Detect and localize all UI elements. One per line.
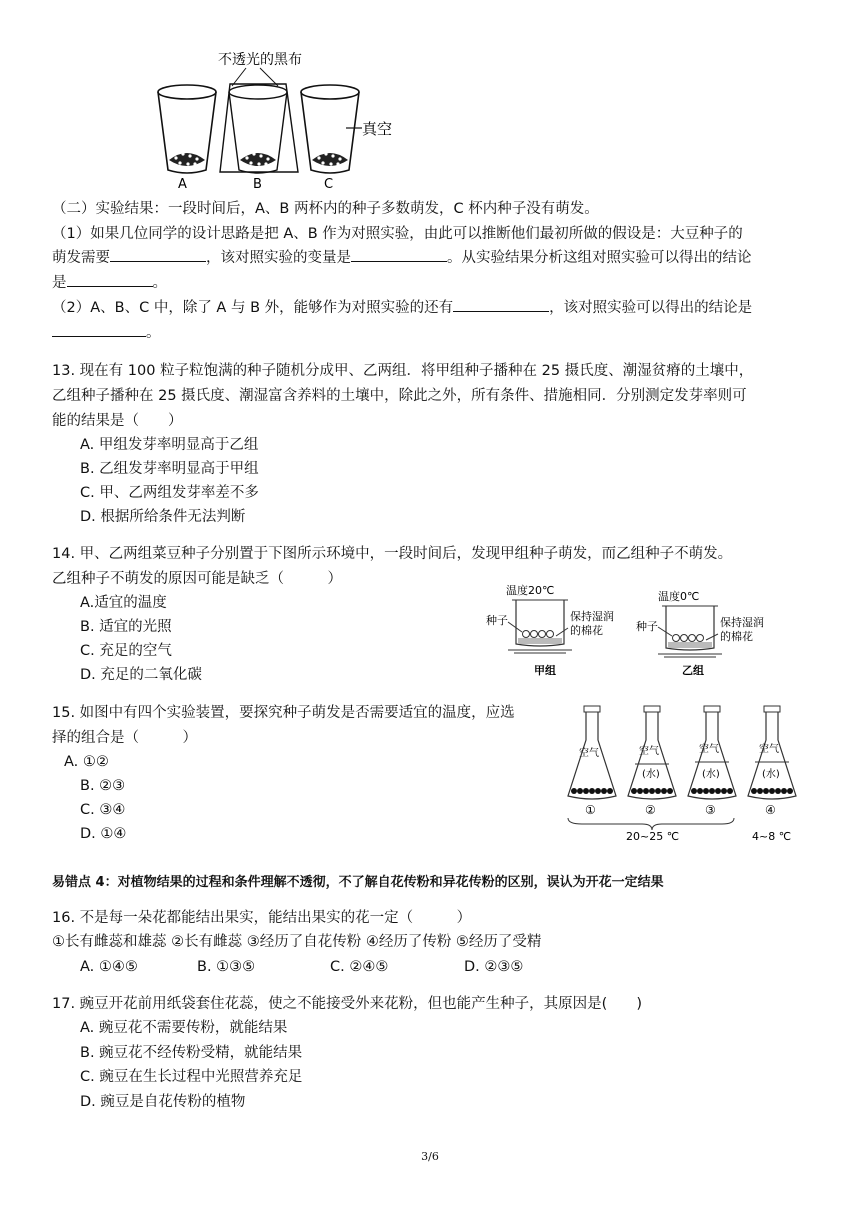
flask-num-4: ④ (765, 803, 776, 817)
q1-line-b: 萌发需要 ，该对照实验的变量是 。从实验结果分析这组对照实验可以得出的结论 (52, 247, 752, 269)
cotton-label-a2: 的棉花 (570, 624, 603, 637)
q13-option-a[interactable]: A. 甲组发芽率明显高于乙组 (80, 437, 259, 453)
vacuum-label: 真空 (362, 120, 393, 138)
cloth-label: 不透光的黑布 (218, 52, 302, 68)
flask-2 (628, 706, 676, 799)
q1-line-c: 是 。 (52, 272, 167, 294)
svg-text:空气: 空气 (759, 744, 779, 755)
q14-option-d[interactable]: D. 充足的二氧化碳 (80, 667, 202, 683)
group-a-label: 甲组 (534, 664, 556, 677)
temp-b-label: 温度0℃ (658, 590, 700, 603)
page-number: 3/6 (421, 1150, 439, 1163)
temp-a-label: 温度20℃ (506, 584, 555, 597)
svg-text:空气: 空气 (579, 748, 599, 759)
q14-option-a[interactable]: A.适宜的温度 (80, 595, 167, 611)
result-line: （二）实验结果：一段时间后，A、B 两杯内的种子多数萌发，C 杯内种子没有萌发。 (52, 201, 599, 217)
q15-stem-1: 15. 如图中有四个实验装置，要探究种子萌发是否需要适宜的温度，应选 (52, 705, 515, 721)
q17-stem: 17. 豌豆开花前用纸袋套住花蕊，使之不能接受外来花粉，但也能产生种子，其原因是( ) (52, 996, 642, 1012)
answer-blank[interactable] (453, 297, 549, 312)
answer-blank[interactable] (110, 247, 206, 262)
flask-figure (562, 700, 802, 845)
cup-label-b: B (253, 177, 262, 192)
q16-option-b[interactable]: B. ①③⑤ (197, 959, 256, 975)
q2-line-a: （2）A、B、C 中，除了 A 与 B 外，能够作为对照实验的还有 ，该对照实验可以得出的结论是 (52, 297, 752, 319)
q15-option-a[interactable]: A. ①② (64, 754, 109, 770)
q1-line-a: （1）如果几位同学的设计思路是把 A、B 作为对照实验，由此可以推断他们最初所做的假设是：大豆种子的 (52, 226, 743, 242)
q13-stem-1: 13. 现在有 100 粒子粒饱满的种子随机分成甲、乙两组．将甲组种子播种在 25 摄氏度、潮湿贫瘠的土壤中， (52, 363, 754, 379)
flask-4 (748, 706, 796, 799)
q13-option-b[interactable]: B. 乙组发芽率明显高于甲组 (80, 461, 259, 477)
q2-line-b: 。 (52, 322, 161, 344)
beaker-figure (478, 580, 788, 680)
q15-stem-2: 择的组合是（ ） (52, 730, 197, 746)
q17-option-d[interactable]: D. 豌豆是自花传粉的植物 (80, 1094, 246, 1110)
q15-option-c[interactable]: C. ③④ (80, 802, 126, 818)
cotton-label-b1: 保持湿润 (720, 616, 764, 629)
q14-option-c[interactable]: C. 充足的空气 (80, 643, 172, 659)
flask-num-1: ① (585, 803, 596, 817)
q14-option-b[interactable]: B. 适宜的光照 (80, 619, 172, 635)
q16-stem-1: 16. 不是每一朵花都能结出果实，能结出果实的花一定（ ） (52, 910, 472, 926)
temp-range-1: 20~25 ℃ (626, 830, 680, 843)
answer-blank[interactable] (52, 322, 146, 337)
cup-label-c: C (324, 177, 334, 192)
flask-num-2: ② (645, 803, 656, 817)
svg-text:(水): (水) (702, 769, 720, 780)
q13-option-c[interactable]: C. 甲、乙两组发芽率差不多 (80, 485, 259, 501)
flask-3 (688, 706, 736, 799)
cup-label-a: A (178, 177, 187, 192)
group-b-label: 乙组 (682, 664, 704, 677)
q14-stem-1: 14. 甲、乙两组菜豆种子分别置于下图所示环境中，一段时间后，发现甲组种子萌发，而乙组种子不萌发。 (52, 546, 733, 562)
cup-b (220, 84, 298, 173)
svg-text:空气: 空气 (639, 746, 659, 757)
cup-c (301, 85, 359, 173)
q17-option-a[interactable]: A. 豌豆花不需要传粉，就能结果 (80, 1020, 288, 1036)
q14-stem-2: 乙组种子不萌发的原因可能是缺乏（ ） (52, 571, 342, 587)
seed-label-a: 种子 (486, 614, 508, 627)
q17-option-b[interactable]: B. 豌豆花不经传粉受精，就能结果 (80, 1045, 303, 1061)
cotton-label-b2: 的棉花 (720, 630, 753, 643)
svg-text:空气: 空气 (699, 744, 719, 755)
temp-range-2: 4~8 ℃ (752, 830, 792, 843)
q16-option-a[interactable]: A. ①④⑤ (80, 959, 138, 975)
q15-option-d[interactable]: D. ①④ (80, 826, 127, 842)
svg-text:(水): (水) (642, 769, 660, 780)
q16-option-c[interactable]: C. ②④⑤ (330, 959, 389, 975)
seed-label-b: 种子 (636, 620, 658, 633)
cups-figure (150, 48, 410, 193)
flask-num-3: ③ (705, 803, 716, 817)
cup-a (158, 85, 216, 173)
q16-option-d[interactable]: D. ②③⑤ (464, 959, 524, 975)
error-point-4-heading: 易错点 4：对植物结果的过程和条件理解不透彻，不了解自花传粉和异花传粉的区别，误认为开花一定结果 (52, 875, 664, 890)
svg-text:(水): (水) (762, 769, 780, 780)
cotton-label-a1: 保持湿润 (570, 610, 614, 623)
answer-blank[interactable] (67, 272, 153, 287)
q15-option-b[interactable]: B. ②③ (80, 778, 126, 794)
q13-stem-2: 乙组种子播种在 25 摄氏度、潮湿富含养料的土壤中，除此之外，所有条件、措施相同．分别测定发芽率则可 (52, 388, 747, 404)
flask-1 (568, 706, 616, 799)
q13-stem-3: 能的结果是（ ） (52, 413, 183, 429)
answer-blank[interactable] (351, 247, 447, 262)
q17-option-c[interactable]: C. 豌豆在生长过程中光照营养充足 (80, 1069, 303, 1085)
q13-option-d[interactable]: D. 根据所给条件无法判断 (80, 509, 246, 525)
q16-stem-2: ①长有雌蕊和雄蕊 ②长有雌蕊 ③经历了自花传粉 ④经历了传粉 ⑤经历了受精 (52, 934, 542, 950)
